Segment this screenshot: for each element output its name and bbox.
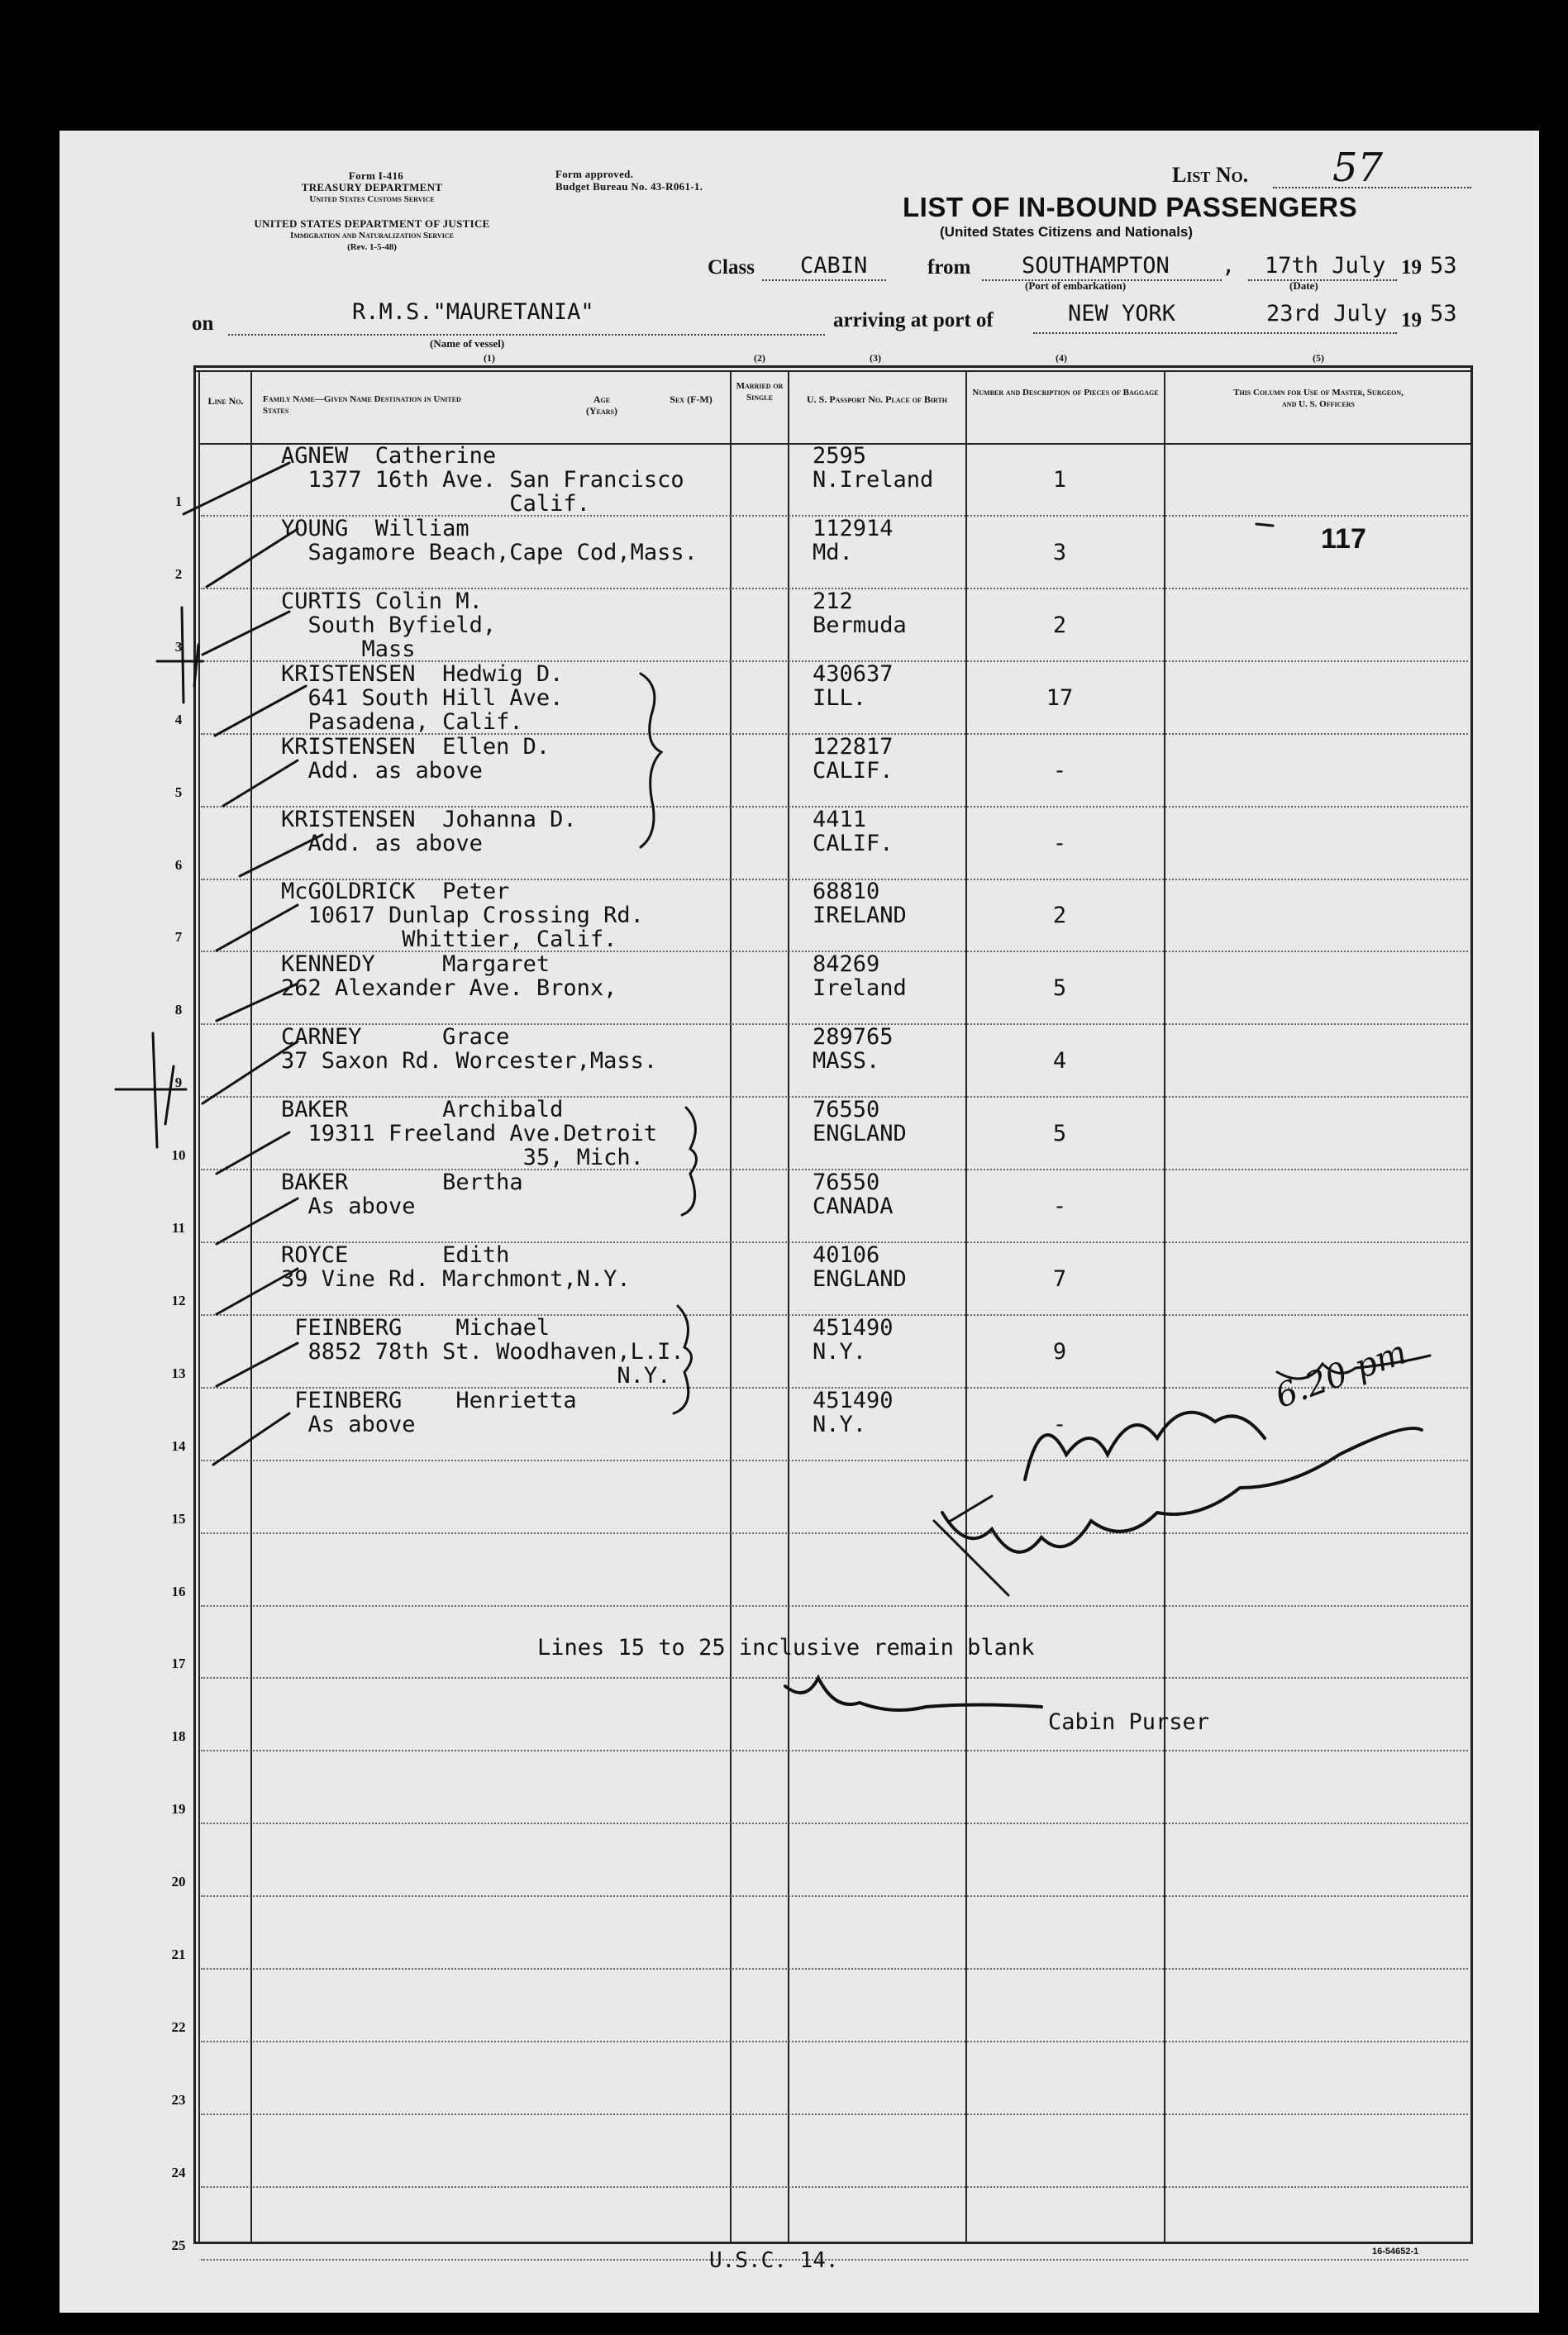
baggage-count: - bbox=[1052, 1194, 1067, 1219]
check-mark bbox=[217, 1343, 298, 1386]
header-officers: This Column for Use of Master, Surgeon, and U. S. Officers bbox=[1233, 388, 1404, 409]
passenger-address: Sagamore Beach,Cape Cod,Mass. bbox=[281, 540, 698, 565]
column-number: (3) bbox=[870, 352, 881, 364]
line-number: 21 bbox=[171, 1946, 186, 1962]
passenger-address: 262 Alexander Ave. Bronx, bbox=[281, 975, 617, 1001]
passenger-name: KENNEDY Margaret bbox=[281, 951, 550, 977]
passenger-address-cont: 35, Mich. bbox=[281, 1145, 644, 1170]
check-mark bbox=[215, 686, 306, 736]
baggage-count: 5 bbox=[1052, 1121, 1067, 1146]
line-number: 10 bbox=[171, 1146, 186, 1163]
list-no-label: List No. bbox=[1172, 163, 1249, 187]
baggage-count: - bbox=[1052, 831, 1067, 856]
passport-number: 212 bbox=[813, 589, 853, 614]
line-number: 11 bbox=[171, 1219, 186, 1236]
form-number: Form I-416 bbox=[348, 169, 404, 182]
arrival-year: 53 bbox=[1430, 301, 1457, 326]
line-number: 8 bbox=[174, 1001, 183, 1017]
baggage-count: 7 bbox=[1052, 1266, 1067, 1292]
check-mark bbox=[183, 463, 289, 514]
header-name: Family Name—Given Name Destination in United States bbox=[263, 394, 461, 416]
line-number: 22 bbox=[171, 2018, 186, 2035]
footer-code: U.S.C. 14. bbox=[709, 2248, 839, 2273]
place-of-birth: ENGLAND bbox=[813, 1266, 907, 1292]
passport-number: 76550 bbox=[813, 1170, 880, 1195]
officer-note: 117 bbox=[1321, 523, 1366, 555]
check-mark bbox=[217, 984, 298, 1021]
line-number: 6 bbox=[174, 856, 183, 873]
vessel-caption: (Name of vessel) bbox=[430, 337, 505, 350]
passenger-address: 8852 78th St. Woodhaven,L.I. bbox=[281, 1339, 684, 1365]
line-number: 5 bbox=[174, 784, 183, 800]
vessel-name: R.M.S."MAURETANIA" bbox=[352, 299, 594, 325]
port-of-arrival: NEW YORK bbox=[1068, 301, 1176, 326]
passenger-name: FEINBERG Michael bbox=[281, 1315, 550, 1341]
passenger-address-cont: Mass bbox=[281, 636, 416, 662]
check-mark bbox=[223, 760, 298, 806]
line-number: 23 bbox=[171, 2091, 186, 2108]
passenger-name: CARNEY Grace bbox=[281, 1024, 510, 1050]
baggage-count: - bbox=[1052, 758, 1067, 784]
header-sex: Sex (F-M) bbox=[670, 393, 713, 405]
passenger-name: FEINBERG Henrietta bbox=[281, 1388, 577, 1413]
date-caption: (Date) bbox=[1289, 279, 1318, 292]
place-of-birth: Bermuda bbox=[813, 612, 907, 638]
line-number: 16 bbox=[171, 1583, 186, 1599]
on-label: on bbox=[192, 312, 214, 335]
line-number: 24 bbox=[171, 2164, 186, 2180]
column-number: (1) bbox=[484, 352, 495, 364]
header-passport: U. S. Passport No. Place of Birth bbox=[806, 393, 947, 405]
baggage-count: - bbox=[1052, 1412, 1067, 1437]
place-of-birth: CANADA bbox=[813, 1194, 894, 1219]
baggage-count: 4 bbox=[1052, 1048, 1067, 1074]
passenger-address: 37 Saxon Rd. Worcester,Mass. bbox=[281, 1048, 658, 1074]
line-number: 20 bbox=[171, 1873, 186, 1889]
passenger-address: 10617 Dunlap Crossing Rd. bbox=[281, 903, 644, 928]
place-of-birth: Ireland bbox=[813, 975, 907, 1001]
purser-label: Cabin Purser bbox=[1048, 1709, 1210, 1735]
year-prefix-2: 19 bbox=[1401, 309, 1422, 331]
port-embark-caption: (Port of embarkation) bbox=[1025, 279, 1127, 292]
check-mark bbox=[217, 1132, 289, 1174]
check-mark bbox=[217, 905, 298, 951]
place-of-birth: MASS. bbox=[813, 1048, 880, 1074]
passenger-address-cont: Whittier, Calif. bbox=[281, 927, 617, 952]
page-title: LIST OF IN-BOUND PASSENGERS bbox=[903, 192, 1358, 222]
budget-bureau: Budget Bureau No. 43-R061-1. bbox=[555, 180, 703, 193]
baggage-count: 1 bbox=[1052, 467, 1067, 493]
blank-lines-note: Lines 15 to 25 inclusive remain blank bbox=[537, 1635, 1035, 1661]
passenger-address-cont: Pasadena, Calif. bbox=[281, 709, 523, 735]
place-of-birth: Md. bbox=[813, 540, 853, 565]
passport-number: 451490 bbox=[813, 1388, 894, 1413]
passenger-address-cont: Calif. bbox=[281, 491, 590, 517]
passenger-address: As above bbox=[281, 1194, 416, 1219]
place-of-birth: ENGLAND bbox=[813, 1121, 907, 1146]
print-code: 16-54652-1 bbox=[1372, 2247, 1419, 2256]
column-number: (5) bbox=[1313, 352, 1324, 364]
baggage-count: 17 bbox=[1046, 685, 1074, 711]
passenger-name: BAKER Bertha bbox=[281, 1170, 523, 1195]
form-revision: (Rev. 1-5-48) bbox=[347, 242, 397, 252]
handwritten-time: 6.20 pm bbox=[1270, 1333, 1413, 1416]
line-number: 4 bbox=[174, 711, 183, 727]
embark-year: 53 bbox=[1430, 253, 1457, 279]
passenger-name: BAKER Archibald bbox=[281, 1097, 564, 1122]
from-label: from bbox=[927, 256, 971, 279]
line-number: 1 bbox=[174, 493, 183, 509]
line-number: 12 bbox=[171, 1292, 186, 1308]
passenger-address: Add. as above bbox=[281, 758, 483, 784]
passport-number: 40106 bbox=[813, 1242, 880, 1268]
passenger-name: KRISTENSEN Ellen D. bbox=[281, 734, 550, 760]
passenger-name: KRISTENSEN Johanna D. bbox=[281, 807, 577, 832]
check-mark bbox=[203, 1041, 298, 1103]
customs-service: United States Customs Service bbox=[309, 194, 435, 204]
passport-number: 451490 bbox=[813, 1315, 894, 1341]
baggage-count: 5 bbox=[1052, 975, 1067, 1001]
line-number: 3 bbox=[174, 638, 183, 655]
check-mark bbox=[217, 1198, 298, 1244]
baggage-count: 9 bbox=[1052, 1339, 1067, 1365]
passport-number: 122817 bbox=[813, 734, 894, 760]
list-number: 57 bbox=[1332, 145, 1384, 191]
place-of-birth: ILL. bbox=[813, 685, 867, 711]
passenger-name: McGOLDRICK Peter bbox=[281, 879, 510, 904]
passport-number: 68810 bbox=[813, 879, 880, 904]
header-age: Age (Years) bbox=[586, 393, 617, 417]
column-number: (2) bbox=[754, 352, 765, 364]
column-number: (4) bbox=[1056, 352, 1067, 364]
place-of-birth: CALIF. bbox=[813, 831, 894, 856]
passport-number: 289765 bbox=[813, 1024, 894, 1050]
passenger-address: 641 South Hill Ave. bbox=[281, 685, 564, 711]
passenger-address: 39 Vine Rd. Marchmont,N.Y. bbox=[281, 1266, 631, 1292]
form-approved: Form approved. bbox=[555, 168, 634, 180]
line-number: 14 bbox=[171, 1437, 186, 1454]
arriving-label: arriving at port of bbox=[833, 309, 994, 331]
passenger-name: AGNEW Catherine bbox=[281, 443, 497, 469]
header-line-no: Line No. bbox=[207, 395, 244, 407]
check-mark bbox=[240, 835, 322, 876]
treasury-dept: TREASURY DEPARTMENT bbox=[301, 181, 443, 193]
check-mark bbox=[213, 1413, 289, 1465]
baggage-count: 3 bbox=[1052, 540, 1067, 565]
line-number: 19 bbox=[171, 1800, 186, 1817]
line-number: 18 bbox=[171, 1727, 186, 1744]
place-of-birth: IRELAND bbox=[813, 903, 907, 928]
line-number: 7 bbox=[174, 928, 183, 945]
passport-number: 84269 bbox=[813, 951, 880, 977]
class-value: CABIN bbox=[800, 253, 868, 279]
passenger-address: South Byfield, bbox=[281, 612, 497, 638]
passport-number: 430637 bbox=[813, 661, 894, 687]
class-label: Class bbox=[708, 256, 755, 279]
passport-number: 112914 bbox=[813, 516, 894, 541]
passenger-address-cont: N.Y. bbox=[281, 1363, 671, 1389]
check-mark bbox=[203, 612, 289, 655]
passport-number: 76550 bbox=[813, 1097, 880, 1122]
line-number: 9 bbox=[174, 1074, 183, 1090]
line-number: 13 bbox=[171, 1365, 186, 1381]
embark-date: 17th July bbox=[1265, 253, 1386, 279]
line-number: 2 bbox=[174, 565, 183, 582]
place-of-birth: CALIF. bbox=[813, 758, 894, 784]
passport-number: 2595 bbox=[813, 443, 867, 469]
passenger-address: Add. as above bbox=[281, 831, 483, 856]
header-married: Married or Single bbox=[736, 381, 784, 403]
check-mark bbox=[207, 529, 298, 587]
baggage-count: 2 bbox=[1052, 612, 1067, 638]
line-number: 15 bbox=[171, 1510, 186, 1527]
page-subtitle: (United States Citizens and Nationals) bbox=[940, 224, 1194, 240]
passenger-address: 1377 16th Ave. San Francisco bbox=[281, 467, 684, 493]
passenger-name: CURTIS Colin M. bbox=[281, 589, 483, 614]
port-of-embarkation: SOUTHAMPTON bbox=[1022, 253, 1170, 279]
place-of-birth: N.Y. bbox=[813, 1412, 867, 1437]
passport-number: 4411 bbox=[813, 807, 867, 832]
passenger-address: As above bbox=[281, 1412, 416, 1437]
passenger-name: KRISTENSEN Hedwig D. bbox=[281, 661, 564, 687]
passenger-name: YOUNG William bbox=[281, 516, 469, 541]
place-of-birth: N.Y. bbox=[813, 1339, 867, 1365]
passenger-name: ROYCE Edith bbox=[281, 1242, 510, 1268]
check-mark bbox=[217, 1269, 298, 1314]
line-number: 25 bbox=[171, 2237, 186, 2253]
justice-dept: UNITED STATES DEPARTMENT OF JUSTICE bbox=[254, 217, 490, 230]
arrival-date: 23rd July bbox=[1266, 301, 1388, 326]
line-number: 17 bbox=[171, 1655, 186, 1671]
header-baggage: Number and Description of Pieces of Baggage bbox=[972, 388, 1159, 398]
baggage-count: 2 bbox=[1052, 903, 1067, 928]
place-of-birth: N.Ireland bbox=[813, 467, 934, 493]
passenger-address: 19311 Freeland Ave.Detroit bbox=[281, 1121, 658, 1146]
year-prefix: 19 bbox=[1401, 256, 1422, 279]
ins-service: Immigration and Naturalization Service bbox=[290, 231, 454, 241]
